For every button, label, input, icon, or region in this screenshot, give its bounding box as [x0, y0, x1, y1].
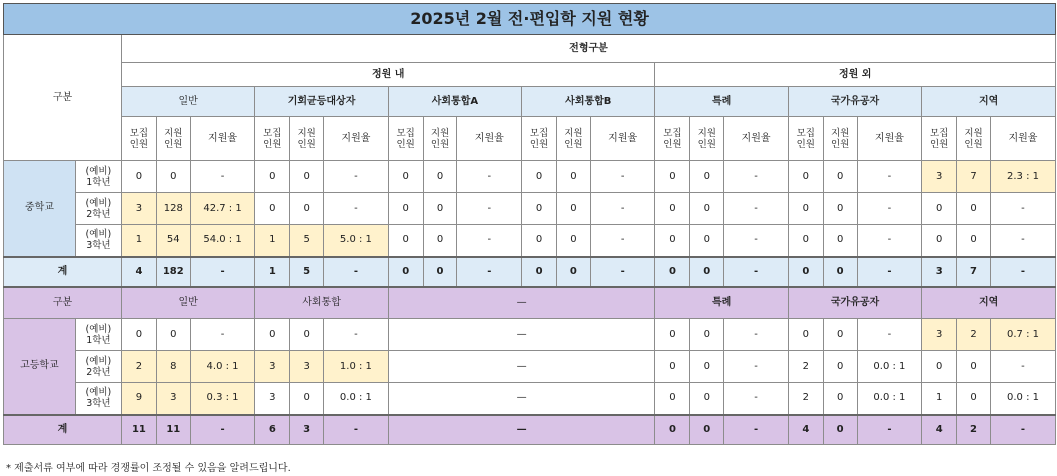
total-cell: - [590, 257, 655, 287]
total-cell: 182 [156, 257, 190, 287]
category-header: 사회통합A [388, 87, 521, 117]
grade-label [75, 319, 121, 351]
table-cell: 2 [957, 319, 991, 351]
header-line: 모집 [663, 127, 682, 139]
category-header: 지역 [922, 287, 1056, 319]
apply-rate-header: 지원율 [324, 117, 389, 161]
table-cell: 0 [823, 319, 857, 351]
grade-label-line: 2학년 [86, 366, 111, 378]
table-cell: 3 [922, 161, 957, 193]
total-cell: 6 [255, 415, 290, 445]
table-cell: - [324, 193, 389, 225]
table-cell: 0 [788, 193, 823, 225]
grade-label-line: 1학년 [86, 176, 111, 188]
table-cell: 0 [255, 319, 290, 351]
header-line: 모집 [929, 127, 949, 139]
recruit-count-header [388, 117, 423, 161]
table-cell: 0 [290, 319, 324, 351]
table-cell: 2 [788, 351, 823, 383]
table-cell: 0 [788, 161, 823, 193]
total-cell: 3 [290, 415, 324, 445]
table-cell: 0 [690, 383, 724, 415]
table-row [4, 161, 1056, 193]
table-cell: 0 [255, 193, 290, 225]
grade-label-line: (예비) [85, 165, 112, 177]
header-line: 인원 [263, 138, 282, 150]
header-line: 인원 [529, 138, 549, 150]
table-cell: 0 [655, 383, 690, 415]
apply-rate-header: 지원율 [724, 117, 789, 161]
high-total-row [4, 415, 1056, 445]
table-cell: 0 [290, 161, 324, 193]
table-cell: - [990, 351, 1055, 383]
total-cell: - [324, 415, 389, 445]
table-cell: 0 [388, 161, 423, 193]
grade-label [75, 161, 121, 193]
table-cell: 0 [556, 193, 590, 225]
table-cell: 0 [423, 161, 457, 193]
category-header: — [388, 287, 655, 319]
apply-count-header [156, 117, 190, 161]
table-cell: 0 [690, 319, 724, 351]
header-line: 인원 [396, 138, 415, 150]
header-line: 인원 [663, 138, 682, 150]
table-cell: 0 [922, 351, 957, 383]
table-cell: - [590, 225, 655, 257]
gubun-header: 구분 [4, 35, 122, 161]
table-cell: 0.0 : 1 [857, 351, 922, 383]
table-cell: 0 [823, 383, 857, 415]
grade-label-line: (예비) [85, 387, 112, 399]
recruit-count-header [255, 117, 290, 161]
high-category-row [4, 287, 1056, 319]
grade-label [75, 225, 121, 257]
total-cell: 4 [788, 415, 823, 445]
total-cell: - [990, 415, 1055, 445]
table-cell: 0 [556, 225, 590, 257]
table-cell: 0 [823, 193, 857, 225]
table-cell: 0 [788, 319, 823, 351]
total-cell: 0 [655, 257, 690, 287]
table-cell: - [857, 193, 922, 225]
grade-label [75, 351, 121, 383]
apply-count-header [290, 117, 324, 161]
table-cell: 0 [922, 193, 957, 225]
table-cell: 0.7 : 1 [990, 319, 1055, 351]
table-cell: 0 [255, 161, 290, 193]
high-school-label: 고등학교 [4, 319, 76, 415]
table-cell: 0 [655, 193, 690, 225]
table-cell: 0.0 : 1 [324, 383, 389, 415]
total-cell: 1 [255, 257, 290, 287]
table-cell: - [324, 319, 389, 351]
table-cell: - [457, 161, 522, 193]
column-subheader-row [4, 117, 1056, 161]
header-line: 인원 [929, 138, 949, 150]
table-cell: 0.3 : 1 [190, 383, 255, 415]
table-cell: 0 [957, 383, 991, 415]
recruit-count-header [922, 117, 957, 161]
table-cell: 0 [388, 193, 423, 225]
total-cell: - [190, 257, 255, 287]
table-cell: 0 [957, 193, 991, 225]
apply-count-header [823, 117, 857, 161]
total-cell: 0 [655, 415, 690, 445]
table-cell: - [724, 383, 789, 415]
table-cell: - [590, 193, 655, 225]
header-line: 지원 [564, 127, 583, 139]
table-cell: 0 [690, 351, 724, 383]
table-cell: 7 [957, 161, 991, 193]
total-cell: 4 [922, 415, 957, 445]
total-cell: 3 [922, 257, 957, 287]
table-cell: 42.7 : 1 [190, 193, 255, 225]
empty-category-dash: — [388, 383, 655, 415]
table-cell: 0 [957, 351, 991, 383]
table-cell: 1.0 : 1 [324, 351, 389, 383]
table-cell: 0 [690, 225, 724, 257]
table-cell: 3 [255, 383, 290, 415]
category-header: 국가유공자 [788, 87, 921, 117]
apply-count-header [957, 117, 991, 161]
table-cell: 0 [522, 161, 557, 193]
apply-rate-header: 지원율 [590, 117, 655, 161]
header-line: 인원 [564, 138, 583, 150]
apply-count-header [556, 117, 590, 161]
total-label: 계 [4, 257, 122, 287]
admission-table [3, 3, 1056, 445]
empty-category-dash: — [388, 351, 655, 383]
recruit-count-header [788, 117, 823, 161]
table-cell: 0 [655, 351, 690, 383]
total-label: 계 [4, 415, 122, 445]
total-cell: 0 [556, 257, 590, 287]
total-cell: 0 [388, 257, 423, 287]
category-header: 특례 [655, 87, 788, 117]
header-line: 인원 [164, 138, 183, 150]
header-line: 인원 [697, 138, 716, 150]
table-cell: 0 [922, 225, 957, 257]
category-header: 국가유공자 [788, 287, 921, 319]
middle-category-row [4, 87, 1056, 117]
table-cell: 5.0 : 1 [324, 225, 389, 257]
table-cell: 0 [823, 351, 857, 383]
table-cell: 0 [156, 319, 190, 351]
table-cell: - [724, 351, 789, 383]
header-line: 지원 [964, 127, 983, 139]
apply-rate-header: 지원율 [857, 117, 922, 161]
header-line: 인원 [964, 138, 983, 150]
table-cell: 1 [121, 225, 156, 257]
table-cell: 0 [655, 161, 690, 193]
apply-count-header [690, 117, 724, 161]
table-cell: 0 [655, 225, 690, 257]
header-line: 지원 [430, 127, 450, 139]
empty-category-dash: — [388, 319, 655, 351]
table-cell: 3 [922, 319, 957, 351]
table-cell: 1 [922, 383, 957, 415]
table-cell: 0 [388, 225, 423, 257]
table-cell: - [190, 319, 255, 351]
category-header: 지역 [922, 87, 1056, 117]
table-cell: 0 [522, 225, 557, 257]
table-cell: 0 [290, 193, 324, 225]
table-cell: - [857, 161, 922, 193]
total-cell: 7 [957, 257, 991, 287]
total-cell: - [457, 257, 522, 287]
table-cell: 1 [255, 225, 290, 257]
jeonhyeong-header: 전형구분 [121, 35, 1055, 63]
total-cell: 0 [823, 257, 857, 287]
grade-label-line: (예비) [85, 229, 112, 241]
header-line: 모집 [129, 127, 149, 139]
table-cell: 0 [522, 193, 557, 225]
recruit-count-header [121, 117, 156, 161]
total-cell: 0 [690, 257, 724, 287]
grade-label-line: (예비) [85, 197, 112, 209]
grade-label-line: 3학년 [86, 398, 111, 410]
grade-label-line: (예비) [85, 323, 112, 335]
header-line: 지원 [830, 127, 850, 139]
table-cell: 0 [556, 161, 590, 193]
grade-label [75, 383, 121, 415]
header-line: 인원 [129, 138, 149, 150]
table-cell: 0.0 : 1 [857, 383, 922, 415]
table-cell: 0 [823, 225, 857, 257]
total-cell: - [324, 257, 389, 287]
category-header: 일반 [121, 287, 254, 319]
header-line: 인원 [430, 138, 450, 150]
grade-label-line: (예비) [85, 355, 112, 367]
table-cell: 54 [156, 225, 190, 257]
category-header: 기회균등대상자 [255, 87, 388, 117]
table-cell: 2.3 : 1 [990, 161, 1055, 193]
category-header: 일반 [121, 87, 254, 117]
header-line: 인원 [796, 138, 815, 150]
total-cell: - [190, 415, 255, 445]
header-line: 인원 [830, 138, 850, 150]
category-header: 사회통합B [522, 87, 655, 117]
table-row [4, 193, 1056, 225]
total-cell: 0 [788, 257, 823, 287]
table-cell: - [724, 193, 789, 225]
total-cell: 0 [823, 415, 857, 445]
header-line: 모집 [263, 127, 282, 139]
table-cell: - [457, 225, 522, 257]
table-cell: 4.0 : 1 [190, 351, 255, 383]
table-cell: 5 [290, 225, 324, 257]
total-cell: - [857, 415, 922, 445]
table-cell: 0 [290, 383, 324, 415]
table-cell: 0 [655, 319, 690, 351]
table-cell: 0 [121, 161, 156, 193]
total-cell: 5 [290, 257, 324, 287]
table-cell: - [857, 319, 922, 351]
table-cell: - [457, 193, 522, 225]
total-cell: - [724, 415, 789, 445]
table-cell: 54.0 : 1 [190, 225, 255, 257]
total-cell: 4 [121, 257, 156, 287]
table-cell: - [724, 161, 789, 193]
table-cell: - [590, 161, 655, 193]
recruit-count-header [655, 117, 690, 161]
table-row [4, 383, 1056, 415]
total-cell: 0 [423, 257, 457, 287]
total-cell: - [857, 257, 922, 287]
apply-rate-header: 지원율 [990, 117, 1055, 161]
header-line: 모집 [796, 127, 815, 139]
table-cell: 0 [788, 225, 823, 257]
table-cell: 3 [255, 351, 290, 383]
table-cell: 0 [423, 225, 457, 257]
table-cell: 9 [121, 383, 156, 415]
table-cell: 0 [121, 319, 156, 351]
table-cell: - [990, 225, 1055, 257]
total-cell: - [724, 257, 789, 287]
table-cell: 0.0 : 1 [990, 383, 1055, 415]
table-cell: 8 [156, 351, 190, 383]
table-cell: 3 [156, 383, 190, 415]
recruit-count-header [522, 117, 557, 161]
category-header: 특례 [655, 287, 788, 319]
footnote: * 제출서류 여부에 따라 경쟁률이 조정될 수 있음을 알려드립니다. [6, 463, 291, 474]
table-cell: 0 [423, 193, 457, 225]
header-line: 지원 [297, 127, 316, 139]
table-cell: 0 [823, 161, 857, 193]
table-cell: 0 [690, 193, 724, 225]
total-cell: 11 [156, 415, 190, 445]
inside-quota-header: 정원 내 [121, 63, 655, 87]
table-cell: - [990, 193, 1055, 225]
total-cell: 11 [121, 415, 156, 445]
table-cell: - [724, 225, 789, 257]
table-cell: 128 [156, 193, 190, 225]
table-cell: 3 [290, 351, 324, 383]
table-cell: 0 [156, 161, 190, 193]
table-cell: 2 [788, 383, 823, 415]
table-cell: 2 [121, 351, 156, 383]
table-cell: - [324, 161, 389, 193]
apply-count-header [423, 117, 457, 161]
grade-label-line: 2학년 [86, 208, 111, 220]
table-title: 2025년 2월 전·편입학 지원 현황 [4, 4, 1056, 35]
apply-rate-header: 지원율 [190, 117, 255, 161]
header-line: 모집 [396, 127, 415, 139]
category-header: 사회통합 [255, 287, 388, 319]
table-cell: - [724, 319, 789, 351]
header-line: 지원 [697, 127, 716, 139]
table-cell: 3 [121, 193, 156, 225]
grade-label [75, 193, 121, 225]
header-line: 지원 [164, 127, 183, 139]
table-row [4, 225, 1056, 257]
middle-total-row [4, 257, 1056, 287]
table-cell: 0 [957, 225, 991, 257]
table-cell: - [857, 225, 922, 257]
total-cell: 2 [957, 415, 991, 445]
table-row [4, 319, 1056, 351]
grade-label-line: 3학년 [86, 240, 111, 252]
table-cell: - [190, 161, 255, 193]
gubun-header: 구분 [4, 287, 122, 319]
header-line: 인원 [297, 138, 316, 150]
table-row [4, 351, 1056, 383]
total-cell: 0 [690, 415, 724, 445]
middle-school-label: 중학교 [4, 161, 76, 257]
apply-rate-header: 지원율 [457, 117, 522, 161]
header-line: 모집 [529, 127, 549, 139]
outside-quota-header: 정원 외 [655, 63, 1056, 87]
grade-label-line: 1학년 [86, 334, 111, 346]
total-cell: - [990, 257, 1055, 287]
empty-category-dash: — [388, 415, 655, 445]
total-cell: 0 [522, 257, 557, 287]
table-cell: 0 [690, 161, 724, 193]
